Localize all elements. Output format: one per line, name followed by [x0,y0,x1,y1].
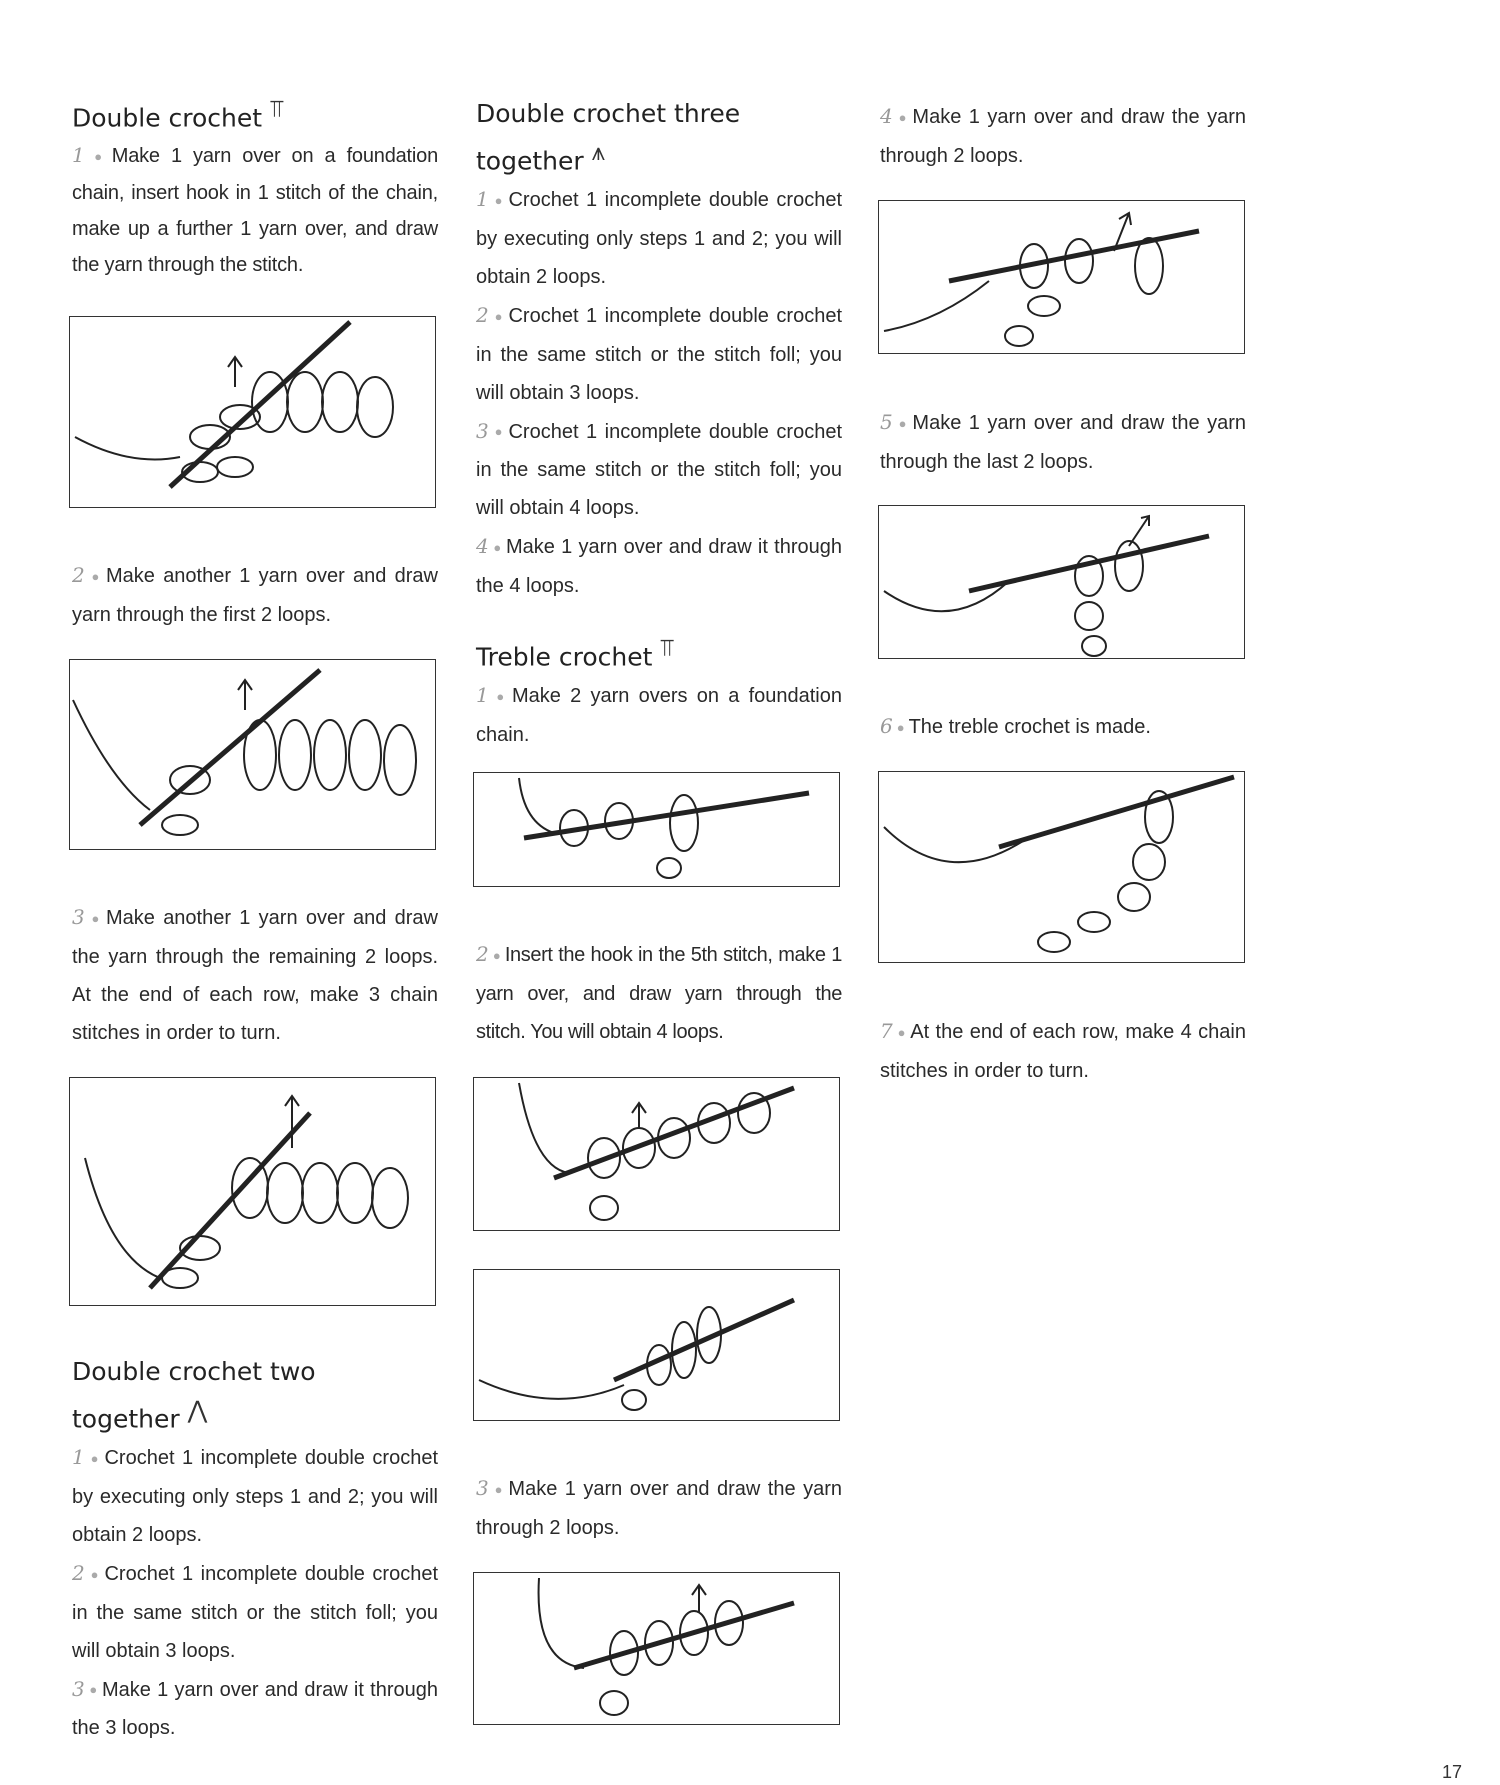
step-body: Make another 1 yarn over and draw the yarn through the remaining 2 loops. At the end of each row, make 3 chain stitches in order to turn. [72,907,439,1044]
tr-step5-block [880,403,1246,481]
dc3tog-block [476,95,842,605]
bullet-icon: ● [896,719,905,735]
bullet-icon: ● [896,1024,907,1040]
bullet-icon: ● [492,424,505,440]
crochet-hook-illustration [474,1573,839,1724]
step-number: 3 [72,1676,85,1701]
illustration-tr-step6 [878,771,1245,963]
step-text [880,1012,1246,1090]
bullet-icon: ● [492,1481,505,1497]
step-number: 5 [880,410,893,434]
step-body: Make 1 yarn over and draw the yarn through 2 loops. [880,106,1246,167]
bullet-icon: ● [88,1451,101,1467]
step-text [72,137,438,283]
step-body: At the end of each row, make 4 chain stitches in order to turn. [880,1021,1246,1082]
step-number: 3 [476,418,489,443]
title-text: Double crochet two together [72,1357,316,1434]
step-number: 7 [880,1019,893,1043]
crochet-hook-illustration [879,772,1244,962]
illustration-tr-step1 [473,772,840,887]
title-text: Double crochet [72,103,263,133]
step-number: 6 [880,714,893,738]
step-number: 2 [476,942,489,966]
step-number: 2 [476,303,489,328]
illustration-tr-step2a [473,1077,840,1231]
step-body: Make 1 yarn over and draw it through the 3 loops. [72,1678,438,1740]
bullet-icon: ● [896,415,909,431]
step-body: Crochet 1 incomplete double crochet by executing only steps 1 and 2; you will obtain 2 loops. [72,1447,438,1547]
step-number: 4 [880,104,893,128]
bullet-icon: ● [492,308,505,324]
illustration-dc-step3 [69,1077,436,1306]
step-text [476,935,842,1051]
crochet-hook-illustration [474,1270,839,1420]
step-body: Crochet 1 incomplete double crochet in the same stitch or the stitch foll; you will obtain 3 loops. [72,1563,438,1662]
step-body: Make 1 yarn over and draw it through the 4 loops. [476,536,842,598]
bullet-icon: ● [88,568,103,584]
tr-step7-block [880,1012,1246,1090]
crochet-hook-illustration [879,201,1244,353]
step-body: Crochet 1 incomplete double crochet in the same stitch or the stitch foll; you will obtain 4 loops. [476,420,842,520]
step-text [476,180,842,296]
section-title [476,629,842,676]
illustration-dc-step1 [69,316,436,508]
illustration-tr-step2b [473,1269,840,1421]
step-body: Make 1 yarn over and draw the yarn through the last 2 loops. [880,412,1246,473]
step-body: The treble crochet is made. [908,716,1151,738]
bullet-icon: ● [88,1682,98,1698]
step-body: Make 1 yarn over on a foundation chain, insert hook in 1 stitch of the chain, make up a further 1 yarn over, and draw the yarn through the stitch. [72,145,438,277]
step-text [476,412,842,528]
step-text [880,403,1246,481]
stitch-symbol-icon: ⫪ [270,95,284,123]
step-number: 1 [476,187,489,212]
step-number: 3 [72,905,85,929]
section-title [72,90,438,137]
step-text [476,676,842,754]
step-text [880,707,1246,747]
dc2tog-block [72,1353,438,1747]
section-title [72,1353,438,1438]
stitch-symbol-icon: ⋀ [187,1396,208,1424]
dc-heading-block [72,90,438,283]
tr-step3-block [476,1469,842,1547]
bullet-icon: ● [492,947,501,963]
dc-step2-block [72,556,438,634]
step-text [476,296,842,412]
step-text [72,1554,438,1670]
step-text [72,1438,438,1554]
tr-step2-block [476,935,842,1051]
dc-step3-block [72,898,438,1052]
step-number: 4 [476,534,489,559]
step-text [72,1670,438,1748]
page-number: 17 [1442,1762,1463,1782]
stitch-symbol-icon: ⩚ [591,138,606,166]
illustration-tr-step4 [878,200,1245,354]
tr-step6-block [880,707,1246,747]
step-number: 2 [72,563,85,587]
step-number: 1 [72,1445,85,1470]
bullet-icon: ● [88,910,103,926]
bullet-icon: ● [88,149,108,165]
crochet-hook-illustration [474,1078,839,1230]
step-text [72,898,438,1052]
section-title [476,95,842,180]
step-text [476,1469,842,1547]
illustration-dc-step2 [69,659,436,850]
crochet-hook-illustration [70,660,435,849]
step-text [72,556,438,634]
crochet-hook-illustration [879,506,1244,658]
bullet-icon: ● [896,109,909,125]
illustration-tr-step5 [878,505,1245,659]
step-body: Crochet 1 incomplete double crochet in the same stitch or the stitch foll; you will obtain 3 loops. [476,305,842,404]
step-body: Crochet 1 incomplete double crochet by executing only steps 1 and 2; you will obtain 2 loops. [476,189,842,289]
step-number: 2 [72,1561,85,1586]
bullet-icon: ● [88,1566,101,1582]
step-body: Make 2 yarn overs on a foundation chain. [476,685,842,747]
title-text: Double crochet three together [476,99,741,176]
step-body: Make another 1 yarn over and draw yarn through the first 2 loops. [72,565,439,626]
title-text: Treble crochet [476,642,653,672]
crochet-hook-illustration [474,773,839,886]
crochet-hook-illustration [70,1078,435,1305]
bullet-icon: ● [492,193,505,209]
tr-block [476,629,842,754]
step-text [880,97,1246,175]
crochet-hook-illustration [70,317,435,507]
stitch-symbol-icon: ⫪ [660,634,674,662]
bullet-icon: ● [492,689,508,705]
step-text [476,527,842,605]
tr-step4-block [880,97,1246,175]
step-number: 1 [72,143,85,168]
step-body: Insert the hook in the 5th stitch, make 1 yarn over, and draw yarn through the stitch. You will obtain 4 loops. [476,944,842,1043]
step-number: 3 [476,1476,489,1500]
illustration-tr-step3 [473,1572,840,1725]
step-number: 1 [476,683,489,708]
bullet-icon: ● [492,540,502,556]
step-body: Make 1 yarn over and draw the yarn through 2 loops. [476,1478,842,1539]
